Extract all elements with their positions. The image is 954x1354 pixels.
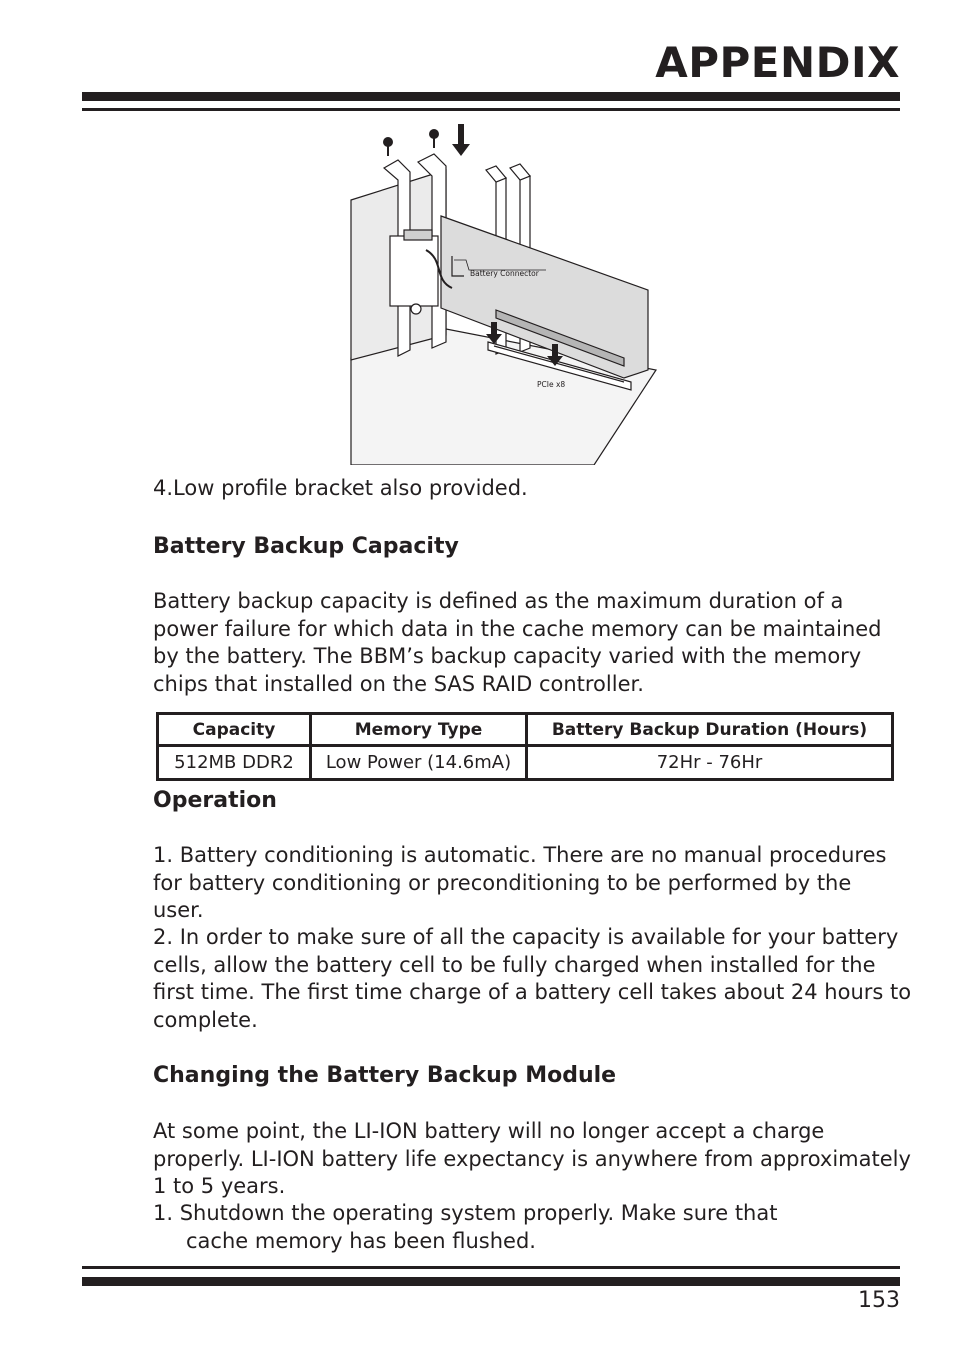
header-rule-thick	[82, 92, 900, 101]
bracket-note: 4.Low profile bracket also provided.	[153, 476, 528, 500]
pcie-slot-label: PCIe x8	[537, 380, 566, 389]
changing-step-1-line-2: cache memory has been flushed.	[186, 1228, 536, 1253]
footer-rule-thin	[82, 1266, 900, 1269]
table-row	[158, 746, 893, 780]
operation-item-1: 1. Battery conditioning is automatic. There are no manual procedures for battery conditioning or preconditioning to be performed by the user.	[153, 843, 887, 922]
footer-rule-thick	[82, 1277, 900, 1286]
column-header-capacity: Capacity	[158, 714, 311, 746]
capacity-paragraph: Battery backup capacity is defined as the maximum duration of a power failure for which data in the cache memory can be maintained by the battery. The BBM’s backup capacity varied with the memory chips that installed on the SAS RAID controller.	[153, 589, 882, 696]
battery-capacity-table	[156, 712, 894, 781]
changing-step-1-line-1: 1. Shutdown the operating system properly. Make sure that	[153, 1201, 778, 1225]
column-header-memory-type: Memory Type	[311, 714, 527, 746]
battery-connector-label: Battery Connector	[470, 269, 539, 278]
section-heading-operation: Operation	[153, 788, 277, 813]
operation-item-2: 2. In order to make sure of all the capacity is available for your battery cells, allow the battery cell to be fully charged when installed for the first time. The first time charge of a battery cell takes about 24 hours to complete.	[153, 925, 912, 1032]
page-title: APPENDIX	[655, 38, 900, 87]
page-number: 153	[858, 1288, 900, 1313]
battery-installation-figure	[346, 120, 666, 465]
changing-step-1	[153, 1200, 913, 1255]
section-heading-capacity: Battery Backup Capacity	[153, 534, 459, 559]
changing-paragraph: At some point, the LI-ION battery will no longer accept a charge properly. LI-ION battery life expectancy is anywhere from approximately 1 to 5 years.	[153, 1119, 911, 1198]
section-heading-changing: Changing the Battery Backup Module	[153, 1063, 617, 1088]
table-header-row	[158, 714, 893, 746]
column-header-duration: Battery Backup Duration (Hours)	[527, 714, 893, 746]
table-cell-memory-type: Low Power (14.6mA)	[311, 746, 527, 780]
table-cell-duration: 72Hr - 76Hr	[527, 746, 893, 780]
header-rule-thin	[82, 108, 900, 111]
table-cell-capacity: 512MB DDR2	[158, 746, 311, 780]
